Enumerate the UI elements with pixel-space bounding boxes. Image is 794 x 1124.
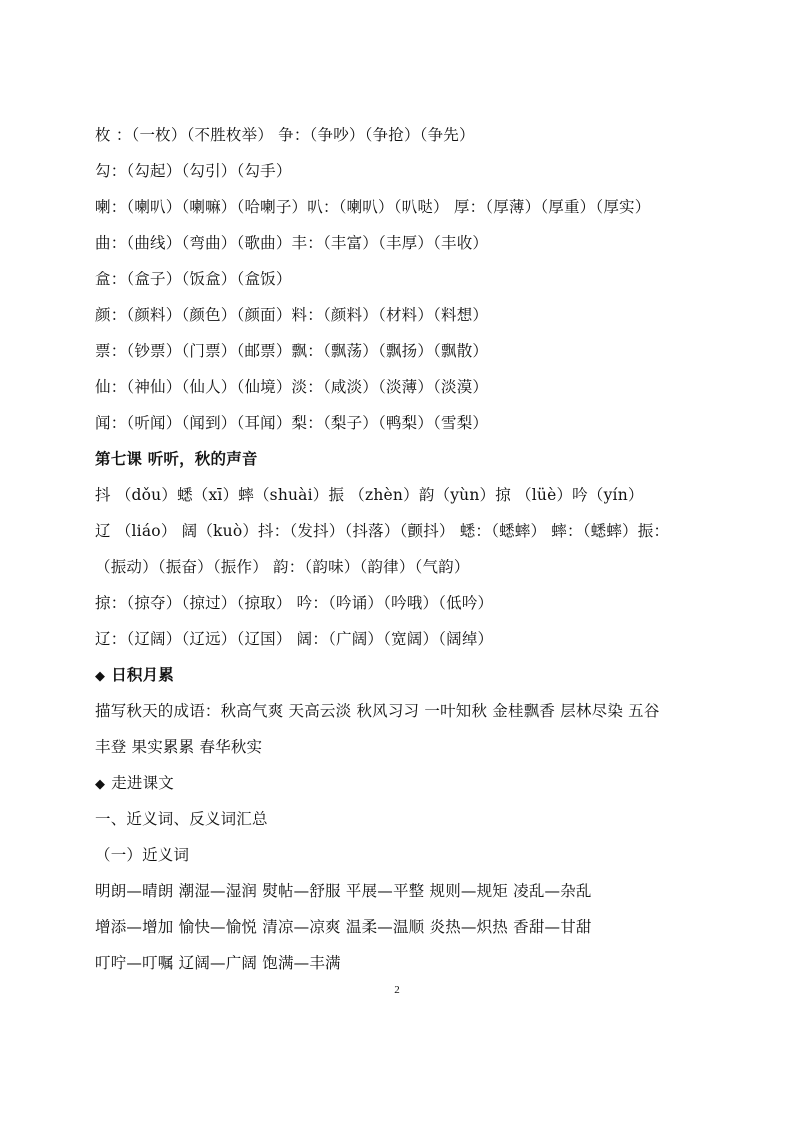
section-heading-kewen [95,765,715,801]
text-line: 盒：（盒子）（饭盒）（盒饭） [95,270,292,288]
text-line: 明朗—晴朗 潮湿—湿润 熨帖—舒服 平展—平整 规则—规矩 凌乱—杂乱 [95,882,592,900]
section-title: 日积月累 [111,665,175,684]
diamond-bullet-icon: ◆ [95,669,106,684]
page-content [95,117,715,981]
text-line: 曲：（曲线）（弯曲）（歌曲）丰：（丰富）（丰厚）（丰收） [95,234,489,252]
text-line: （振动）（振奋）（振作） 韵：（韵味）（韵律）（气韵） [95,558,470,576]
subsection-title: 一、近义词、反义词汇总 [95,810,268,828]
text-line: 枚 ：（一枚）（不胜枚举） 争：（争吵）（争抢）（争先） [95,126,475,144]
text-line: 描写秋天的成语：秋高气爽 天高云淡 秋风习习 一叶知秋 金桂飘香 层林尽染 五谷 [95,702,660,720]
text-line: 掠：（掠夺）（掠过）（掠取） 吟：（吟诵）（吟哦）（低吟） [95,594,494,612]
page-number: 2 [394,984,400,996]
text-line: 抖 （dǒu）蟋（xī）蟀（shuài）振 （zhèn）韵（yùn）掠 （lüè）吟（yín） [95,486,644,504]
text-line: 闻：（听闻）（闻到）（耳闻）梨：（梨子）（鸭梨）（雪梨） [95,414,489,432]
text-line: 喇：（喇叭）（喇嘛）（哈喇子）叭：（喇叭）（叭哒） 厚：（厚薄）（厚重）（厚实） [95,198,651,216]
diamond-bullet-icon: ◆ [95,777,106,792]
text-line: 颜：（颜料）（颜色）（颜面）料：（颜料）（材料）（料想） [95,306,489,324]
subsection-title: （一）近义词 [95,846,190,864]
text-line: 辽 （liáo） 阔（kuò）抖：（发抖）（抖落）（颤抖） 蟋：（蟋蟀） 蟀：（蟋蟀）振： [95,522,670,540]
section-heading-riji [95,657,715,693]
text-line: 增添—增加 愉快—愉悦 清凉—凉爽 温柔—温顺 炎热—炽热 香甜—甘甜 [95,918,592,936]
lesson-title: 第七课 听听，秋的声音 [95,449,258,468]
text-line: 叮咛—叮嘱 辽阔—广阔 饱满—丰满 [95,954,341,972]
text-line: 仙：（神仙）（仙人）（仙境）淡：（咸淡）（淡薄）（淡漠） [95,378,489,396]
section-title: 走进课文 [111,774,175,792]
text-line: 勾：（勾起）（勾引）（勾手） [95,162,292,180]
text-line: 票：（钞票）（门票）（邮票）飘：（飘荡）（飘扬）（飘散） [95,342,489,360]
text-line: 丰登 果实累累 春华秋实 [95,738,263,756]
text-line: 辽：（辽阔）（辽远）（辽国） 阔：（广阔）（宽阔）（阔绰） [95,630,494,648]
